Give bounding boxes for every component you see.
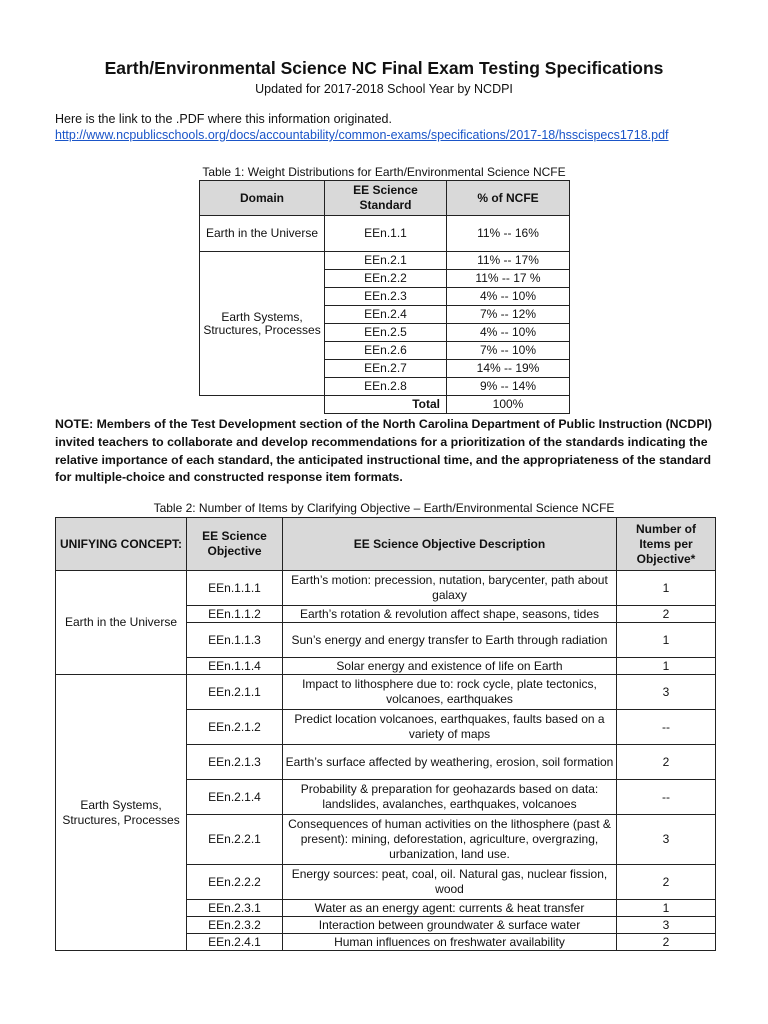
page-title: Earth/Environmental Science NC Final Exam Testing Specifications — [104, 58, 664, 78]
standard-cell: EEn.2.2 — [325, 270, 447, 288]
objective-cell: EEn.2.3.2 — [187, 917, 283, 934]
total-row — [200, 396, 570, 414]
description-cell: Impact to lithosphere due to: rock cycle, plate tectonics, volcanoes, earthquakes — [283, 675, 617, 710]
objective-cell: EEn.1.1.2 — [187, 606, 283, 623]
description-cell: Human influences on freshwater availability — [283, 934, 617, 951]
items-cell: -- — [617, 710, 716, 745]
header-items: Number of Items per Objective* — [617, 518, 716, 571]
objective-cell: EEn.2.1.4 — [187, 780, 283, 815]
description-cell: Interaction between groundwater & surface water — [283, 917, 617, 934]
items-cell: 1 — [617, 571, 716, 606]
page-subtitle: Updated for 2017-2018 School Year by NCDPI — [255, 82, 513, 96]
table-row — [56, 675, 716, 710]
domain-cell: Earth Systems, Structures, Processes — [200, 252, 325, 396]
description-cell: Earth’s surface affected by weathering, erosion, soil formation — [283, 745, 617, 780]
description-cell: Predict location volcanoes, earthquakes, faults based on a variety of maps — [283, 710, 617, 745]
objective-cell: EEn.2.1.3 — [187, 745, 283, 780]
table-row — [56, 571, 716, 606]
standard-cell: EEn.2.7 — [325, 360, 447, 378]
table-header-row — [200, 181, 570, 216]
objective-cell: EEn.2.2.1 — [187, 815, 283, 865]
items-by-objective-table — [55, 517, 716, 951]
items-cell: 2 — [617, 606, 716, 623]
description-cell: Sun’s energy and energy transfer to Earth through radiation — [283, 623, 617, 658]
description-cell: Energy sources: peat, coal, oil. Natural gas, nuclear fission, wood — [283, 865, 617, 900]
standard-cell: EEn.2.8 — [325, 378, 447, 396]
total-label: Total — [325, 396, 447, 414]
weight-distribution-table — [199, 180, 570, 414]
description-cell: Earth’s rotation & revolution affect shape, seasons, tides — [283, 606, 617, 623]
objective-cell: EEn.2.2.2 — [187, 865, 283, 900]
description-cell: Water as an energy agent: currents & heat transfer — [283, 900, 617, 917]
objective-cell: EEn.2.1.2 — [187, 710, 283, 745]
header-description: EE Science Objective Description — [283, 518, 617, 571]
percent-cell: 4% -- 10% — [447, 288, 570, 306]
percent-cell: 9% -- 14% — [447, 378, 570, 396]
objective-cell: EEn.2.4.1 — [187, 934, 283, 951]
percent-cell: 11% -- 17 % — [447, 270, 570, 288]
concept-cell: Earth Systems, Structures, Processes — [56, 675, 187, 951]
concept-cell: Earth in the Universe — [56, 571, 187, 675]
items-cell: 2 — [617, 865, 716, 900]
percent-cell: 14% -- 19% — [447, 360, 570, 378]
objective-cell: EEn.1.1.4 — [187, 658, 283, 675]
source-pdf-link[interactable]: http://www.ncpublicschools.org/docs/accountability/common-exams/specifications/2017-18/hsscispecs1718.pdf — [55, 128, 669, 142]
intro-text: Here is the link to the .PDF where this information originated. — [55, 112, 392, 126]
standard-cell: EEn.2.5 — [325, 324, 447, 342]
standard-cell: EEn.1.1 — [325, 216, 447, 252]
items-cell: 1 — [617, 900, 716, 917]
table-row — [200, 216, 570, 252]
percent-cell: 7% -- 10% — [447, 342, 570, 360]
objective-cell: EEn.2.3.1 — [187, 900, 283, 917]
percent-cell: 11% -- 16% — [447, 216, 570, 252]
items-cell: 1 — [617, 658, 716, 675]
blank-cell — [200, 396, 325, 414]
standard-cell: EEn.2.1 — [325, 252, 447, 270]
table2-caption: Table 2: Number of Items by Clarifying Objective – Earth/Environmental Science NCFE — [153, 501, 615, 515]
items-cell: 3 — [617, 917, 716, 934]
description-cell: Consequences of human activities on the lithosphere (past & present): mining, deforestation, agriculture, overgrazing, urbanization, land use. — [283, 815, 617, 865]
description-cell: Solar energy and existence of life on Earth — [283, 658, 617, 675]
header-percent: % of NCFE — [447, 181, 570, 216]
items-cell: -- — [617, 780, 716, 815]
items-cell: 3 — [617, 815, 716, 865]
header-unifying-concept: UNIFYING CONCEPT: — [56, 518, 187, 571]
percent-cell: 7% -- 12% — [447, 306, 570, 324]
table-header-row — [56, 518, 716, 571]
table-row — [200, 252, 570, 270]
standard-cell: EEn.2.6 — [325, 342, 447, 360]
items-cell: 3 — [617, 675, 716, 710]
objective-cell: EEn.1.1.3 — [187, 623, 283, 658]
objective-cell: EEn.2.1.1 — [187, 675, 283, 710]
items-cell: 2 — [617, 934, 716, 951]
standard-cell: EEn.2.4 — [325, 306, 447, 324]
items-cell: 1 — [617, 623, 716, 658]
objective-cell: EEn.1.1.1 — [187, 571, 283, 606]
percent-cell: 11% -- 17% — [447, 252, 570, 270]
header-domain: Domain — [200, 181, 325, 216]
description-cell: Probability & preparation for geohazards based on data: landslides, avalanches, earthquakes, volcanoes — [283, 780, 617, 815]
percent-cell: 4% -- 10% — [447, 324, 570, 342]
note-paragraph: NOTE: Members of the Test Development section of the North Carolina Department of Public Instruction (NCDPI) invited teachers to collaborate and develop recommendations for a prioritization of the standards indicating the relative importance of each standard, the anticipated instructional time, and the appropriateness of the standard for multiple-choice and constructed response item formats. — [55, 417, 713, 485]
items-cell: 2 — [617, 745, 716, 780]
header-standard: EE Science Standard — [325, 181, 447, 216]
standard-cell: EEn.2.3 — [325, 288, 447, 306]
header-objective: EE Science Objective — [187, 518, 283, 571]
description-cell: Earth’s motion: precession, nutation, barycenter, path about galaxy — [283, 571, 617, 606]
total-value: 100% — [447, 396, 570, 414]
table1-caption: Table 1: Weight Distributions for Earth/Environmental Science NCFE — [202, 165, 566, 179]
domain-cell: Earth in the Universe — [200, 216, 325, 252]
